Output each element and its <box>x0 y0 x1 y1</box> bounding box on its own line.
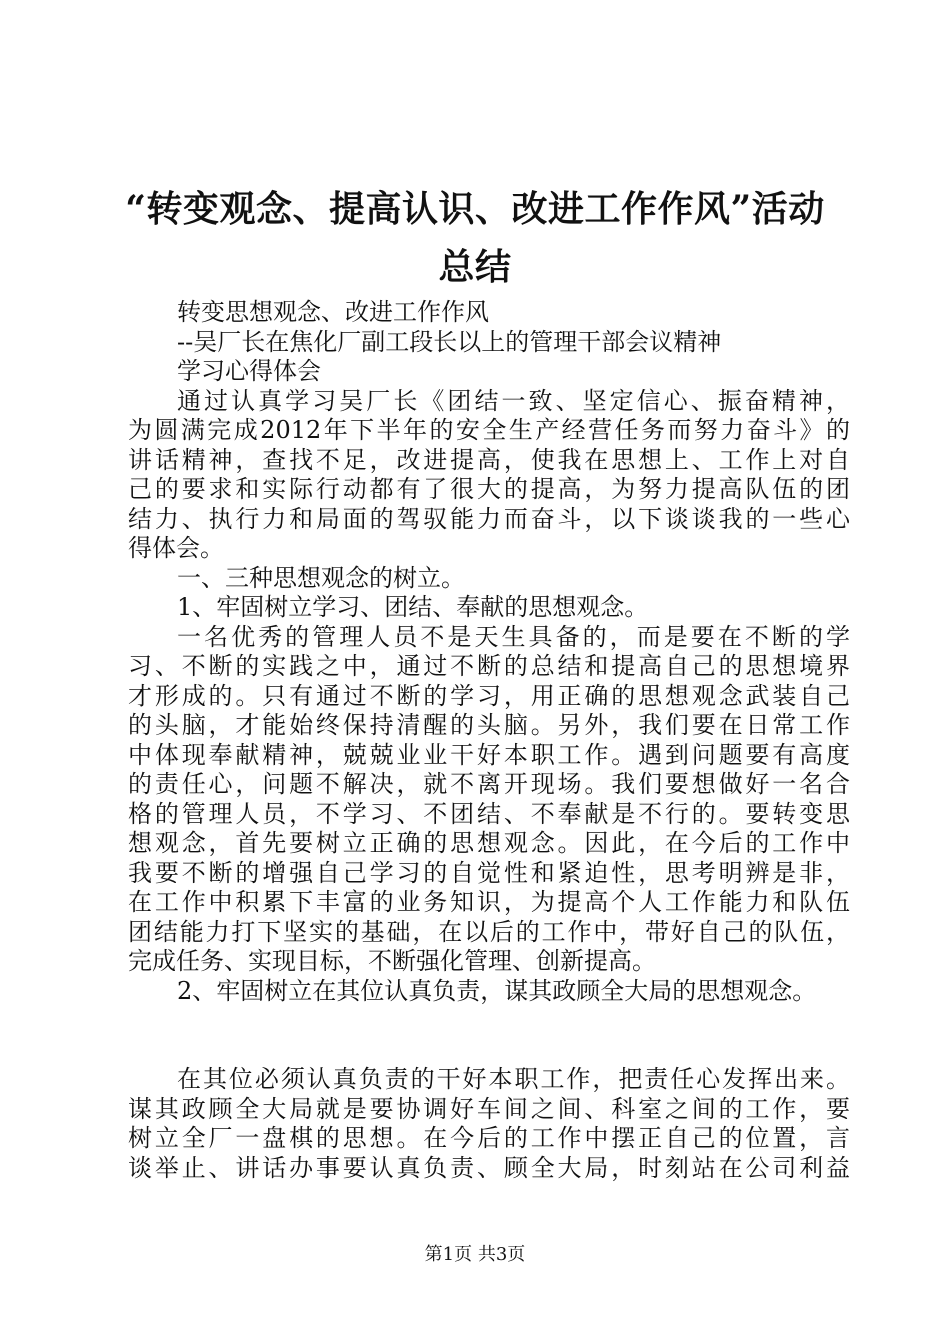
paragraph-line: 的责任心，问题不解决，就不离开现场。我们要想做好一名合 <box>128 770 850 798</box>
paragraph-line: 的头脑，才能始终保持清醒的头脑。另外，我们要在日常工作 <box>128 711 850 739</box>
subsection-heading: 2、牢固树立在其位认真负责，谋其政顾全大局的思想观念。 <box>177 976 817 1005</box>
subsection-heading: 1、牢固树立学习、团结、奉献的思想观念。 <box>177 593 649 621</box>
paragraph-line: 格的管理人员，不学习、不团结、不奉献是不行的。要转变思 <box>128 799 850 828</box>
paragraph-line: 在工作中积累下丰富的业务知识，为提高个人工作能力和队伍 <box>128 888 850 916</box>
paragraph-line: 树立全厂一盘棋的思想。在今后的工作中摆正自己的位置，言 <box>128 1124 850 1152</box>
subtitle-line: --吴厂长在焦化厂副工段长以上的管理干部会议精神 <box>177 327 722 356</box>
paragraph-line: 结力、执行力和局面的驾驭能力而奋斗，以下谈谈我的一些心 <box>128 504 850 533</box>
paragraph-line: 得体会。 <box>128 534 224 562</box>
paragraph-line: 完成任务、实现目标，不断强化管理、创新提高。 <box>128 947 656 975</box>
paragraph-line: 在其位必须认真负责的干好本职工作，把责任心发挥出来。 <box>177 1065 850 1093</box>
section-heading: 一、三种思想观念的树立。 <box>177 563 465 592</box>
paragraph-line: 想观念，首先要树立正确的思想观念。因此，在今后的工作中 <box>128 829 850 857</box>
paragraph-line: 中体现奉献精神，兢兢业业干好本职工作。遇到问题要有高度 <box>128 740 850 769</box>
paragraph-line: 习、不断的实践之中，通过不断的总结和提高自己的思想境界 <box>128 652 850 680</box>
subtitle-line: 转变思想观念、改进工作作风 <box>177 298 489 326</box>
document-body <box>128 298 850 1183</box>
document-title-line-2: 总结 <box>438 246 512 288</box>
paragraph-line: 谈举止、讲话办事要认真负责、顾全大局，时刻站在公司利益 <box>128 1153 850 1182</box>
page-footer: 第1页 共3页 <box>424 1244 526 1265</box>
paragraph-line: 讲话精神，查找不足，改进提高，使我在思想上、工作上对自 <box>128 445 850 474</box>
paragraph-line: 通过认真学习吴厂长《团结一致、坚定信心、振奋精神， <box>177 386 850 415</box>
paragraph-line: 为圆满完成2012年下半年的安全生产经营任务而努力奋斗》的 <box>128 416 850 444</box>
subtitle-line: 学习心得体会 <box>177 357 321 385</box>
paragraph-line: 一名优秀的管理人员不是天生具备的，而是要在不断的学 <box>177 622 850 651</box>
paragraph-line: 谋其政顾全大局就是要协调好车间之间、科室之间的工作，要 <box>128 1094 850 1123</box>
paragraph-line: 团结能力打下坚实的基础，在以后的工作中，带好自己的队伍， <box>128 917 850 946</box>
blank-line <box>128 1006 850 1065</box>
paragraph-line: 我要不断的增强自己学习的自觉性和紧迫性，思考明辨是非， <box>128 858 850 887</box>
document-title-line-1: “转变观念、提高认识、改进工作作风”活动 <box>125 188 825 230</box>
paragraph-line: 才形成的。只有通过不断的学习，用正确的思想观念武装自己 <box>128 681 850 710</box>
paragraph-line: 己的要求和实际行动都有了很大的提高，为努力提高队伍的团 <box>128 475 850 503</box>
